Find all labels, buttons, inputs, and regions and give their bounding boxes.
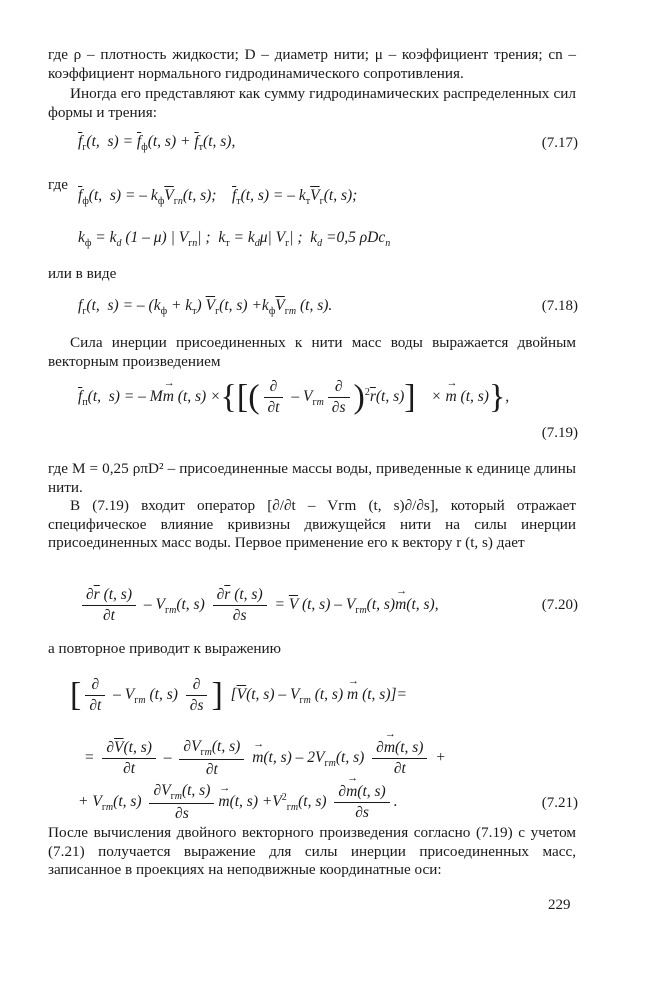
page-number: 229 [548, 897, 571, 913]
equation-7-21-line-2: = $\frac{\partial\overline{V}(t, s)}{\partial t}$ – $\frac{\partial V_{гm}(t, s)}{\partial t}$ → m(t, $s) - 2V_{гm}(t$, s) $\frac{\partial\to m(t, s)}{\partial t}$ + [84, 738, 446, 779]
paragraph-4: или в виде [48, 265, 117, 282]
equation-7-21-line-3: + $V_{гm}(t$, s) $\frac{\partial V_{гm}(t, s)}{\partial s}$ → m(t, $s) +V^2_{гm}(t$, s) $\frac{\partial\to m(t, s)}{\partial s}$ . [78, 782, 398, 823]
paragraph-7: В (7.19) входит оператор [∂/∂t – Vгm (t, s)∂/∂s], который отражает специфическое влияние кривизны движущейся нити на силы инерции присоединенных масс воды. Первое применение его к вектору r (t, s) дает [48, 497, 576, 551]
paragraph-8: а повторное приводит к выражению [48, 640, 282, 657]
equation-7-18: $f_г(t$, s) = – $(k_ф + k_т)$ $\overline{V}_г(t$, $s) +k_ф\overline{V}_{гm}$ (t, s). [78, 297, 333, 318]
equation-number-7-17: (7.17) [541, 135, 578, 151]
equation-coefficients: $k_ф = k_d$ (1 – μ) | $V_{гn}|$ ; $k_т = k_d\mu|$ $V_г|$ ; $k_d =0,5$ ρDc$_n$ [78, 229, 391, 250]
paragraph-5: Сила инерции присоединенных к нити масс воды выражается двойным векторным произведением [48, 334, 576, 370]
paragraph-1: где ρ – плотность жидкости; D – диаметр нити; μ – коэффициент трения; cn – коэффициент нормального гидродинамического сопротивления. [48, 46, 576, 82]
paragraph-6: где M = 0,25 ρπD² – присоединенные массы воды, приведенные к единице длины нити. [48, 460, 576, 496]
equation-7-19: $\overline{f}_п(t$, s) = – M→ m (t, s) ×{[( $\frac{\partial}{\partial t}$ – $V_{гm}$ $\frac{\partial}{\partial s}$ )$^2\overline{r}(t$, s)] × → m (t, s)}, [78, 378, 509, 417]
equation-number-7-18: (7.18) [541, 298, 578, 314]
equation-friction-form: $\overline{f}_ф(t$, s) = – $k_ф\overline{V}_{гn}(t$, s); $\overline{f}_т(t$, s) = – $k_т\overline{V}_г(t$, s); [78, 187, 358, 208]
equation-number-7-21: (7.21) [541, 795, 578, 811]
paragraph-9: После вычисления двойного векторного произведения согласно (7.19) с учетом (7.21) получается выражение для силы инерции присоединенных масс, записанное в проекциях на неподвижные координатные оси: [48, 824, 576, 878]
equation-number-7-19: (7.19) [541, 425, 578, 441]
equation-7-17: $\overline{f}_г(t$, $s) = \overline{f}_ф(t$, $s) + \overline{f}_т(t$, s), [78, 133, 236, 154]
paragraph-2: Иногда его представляют как сумму гидродинамических распределенных сил формы и трения: [48, 85, 576, 121]
paragraph-3: где [48, 176, 68, 193]
equation-7-20: $\frac{\partial\overline{r} (t, s)}{\partial t}$ – $V_{гm}(t$, s) $\frac{\partial\overline{r} (t, s)}{\partial s}$ = $\overline{V}$ (t, $s) - V_{гm}(t$, s)→ m(t, s), [78, 586, 439, 625]
equation-number-7-20: (7.20) [541, 597, 578, 613]
equation-7-21-line-1: [ $\frac{\partial}{\partial t}$ – $V_{гm}$ (t, s) $\frac{\partial}{\partial s}$ ] [$\overline{V}(t$, $s) - V_{гm}$ (t, s) → m (t, s)]= [70, 676, 407, 715]
